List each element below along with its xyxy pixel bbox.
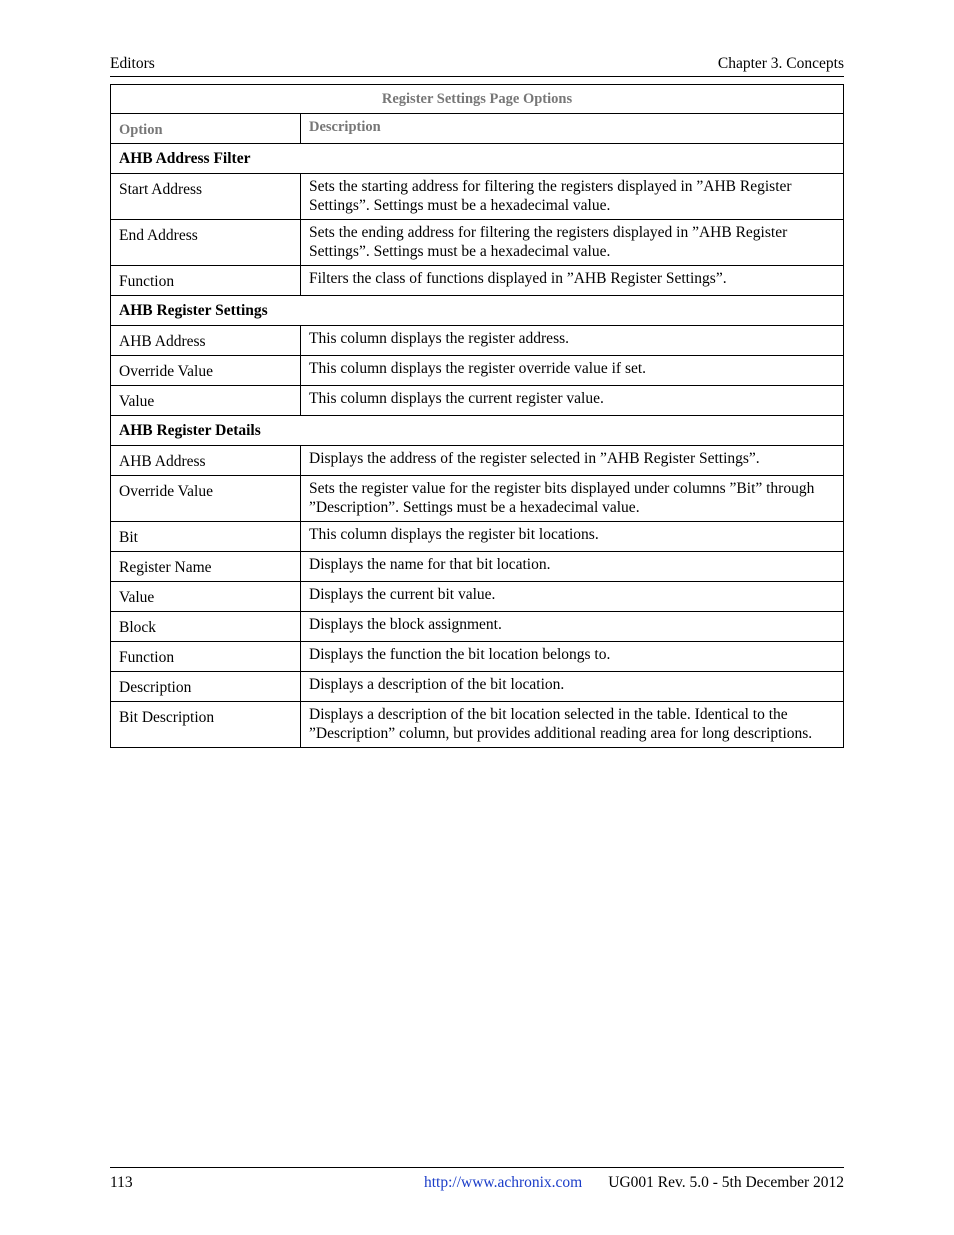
table-row: [111, 356, 844, 386]
description-cell: Sets the starting address for filtering the registers displayed in ”AHB Register Settings”. Settings must be a hexadecimal value.: [301, 174, 844, 220]
footer-right: [424, 1174, 844, 1192]
table-row: [111, 522, 844, 552]
option-cell: Description: [111, 672, 301, 702]
table-row: [111, 386, 844, 416]
option-cell: Start Address: [111, 174, 301, 220]
option-cell: Override Value: [111, 356, 301, 386]
description-cell: This column displays the register override value if set.: [301, 356, 844, 386]
table-caption: Register Settings Page Options: [111, 85, 844, 114]
table-row: [111, 220, 844, 266]
option-cell: AHB Address: [111, 326, 301, 356]
description-cell: This column displays the register address.: [301, 326, 844, 356]
column-header-option: Option: [111, 114, 301, 144]
table-row: [111, 642, 844, 672]
table-row: [111, 476, 844, 522]
register-settings-options-table: [110, 84, 844, 748]
description-cell: This column displays the current register value.: [301, 386, 844, 416]
column-header-description: Description: [301, 114, 844, 144]
description-cell: Sets the ending address for filtering the registers displayed in ”AHB Register Settings”. Settings must be a hexadecimal value.: [301, 220, 844, 266]
table-row: [111, 582, 844, 612]
option-cell: Function: [111, 266, 301, 296]
header-chapter-title: Chapter 3. Concepts: [717, 55, 844, 72]
table-row: [111, 552, 844, 582]
page-header: [110, 54, 844, 77]
description-cell: Displays a description of the bit location.: [301, 672, 844, 702]
section-title: AHB Address Filter: [111, 144, 844, 174]
option-cell: Bit Description: [111, 702, 301, 748]
option-cell: Block: [111, 612, 301, 642]
document-info: UG001 Rev. 5.0 - 5th December 2012: [608, 1174, 844, 1191]
description-cell: This column displays the register bit locations.: [301, 522, 844, 552]
table-row: [111, 174, 844, 220]
option-cell: Override Value: [111, 476, 301, 522]
table-row: [111, 326, 844, 356]
page-number: 113: [110, 1174, 133, 1191]
page-footer: [110, 1167, 844, 1191]
option-cell: Register Name: [111, 552, 301, 582]
table-row: [111, 266, 844, 296]
description-cell: Sets the register value for the register bits displayed under columns ”Bit” through ”Description”. Settings must be a hexadecimal value.: [301, 476, 844, 522]
section-title: AHB Register Settings: [111, 296, 844, 326]
option-cell: Value: [111, 386, 301, 416]
table-row: [111, 612, 844, 642]
section-title: AHB Register Details: [111, 416, 844, 446]
table-row: [111, 446, 844, 476]
option-cell: Function: [111, 642, 301, 672]
description-cell: Displays the function the bit location belongs to.: [301, 642, 844, 672]
description-cell: Filters the class of functions displayed in ”AHB Register Settings”.: [301, 266, 844, 296]
description-cell: Displays the name for that bit location.: [301, 552, 844, 582]
option-cell: Value: [111, 582, 301, 612]
header-section-title: Editors: [110, 55, 155, 72]
website-link[interactable]: http://www.achronix.com: [423, 1174, 583, 1191]
description-cell: Displays the current bit value.: [301, 582, 844, 612]
description-cell: Displays the address of the register selected in ”AHB Register Settings”.: [301, 446, 844, 476]
table-row: [111, 672, 844, 702]
option-cell: AHB Address: [111, 446, 301, 476]
option-cell: End Address: [111, 220, 301, 266]
description-cell: Displays a description of the bit location selected in the table. Identical to the ”Description” column, but provides additional reading area for long descriptions.: [301, 702, 844, 748]
option-cell: Bit: [111, 522, 301, 552]
description-cell: Displays the block assignment.: [301, 612, 844, 642]
table-row: [111, 702, 844, 748]
